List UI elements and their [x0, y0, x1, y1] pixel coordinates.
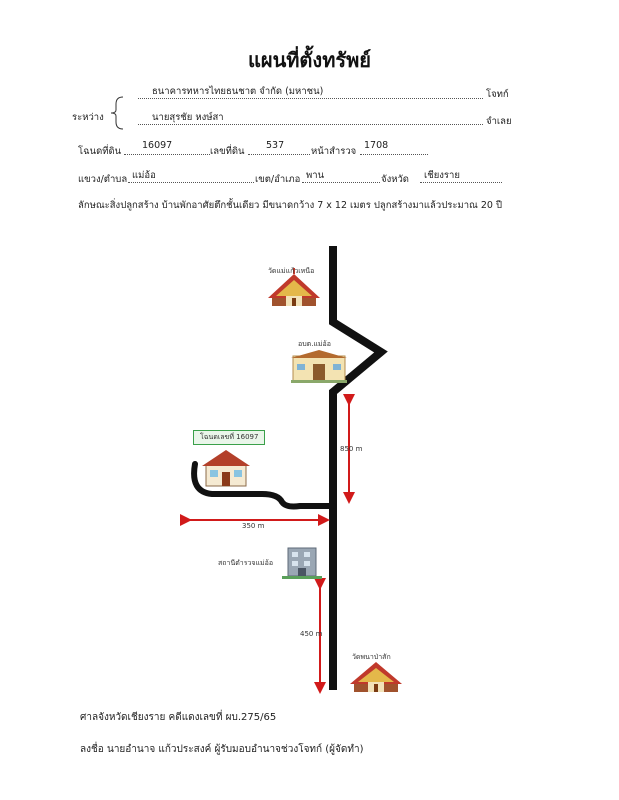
- deed-label: โฉนดที่ดิน: [78, 146, 122, 157]
- temple-bottom-icon: [350, 662, 402, 692]
- survey-label: หน้าสำรวจ: [311, 146, 357, 157]
- parties-label: ระหว่าง: [72, 112, 104, 123]
- signature-line: ลงชื่อ นายอำนาจ แก้วประสงค์ ผู้รับมอบอำนาจช่วงโจทก์ (ผู้จัดทำ): [80, 744, 364, 755]
- police-station-icon: [282, 548, 322, 579]
- temple-bottom-label: วัดพนาป่าสัก: [352, 653, 391, 661]
- distance-850-label: 850 m: [340, 445, 363, 453]
- police-label: สถานีตำรวจแม่อ้อ: [218, 559, 274, 567]
- deed-no: 16097: [142, 140, 173, 151]
- plaintiff-role: โจทก์: [486, 89, 509, 100]
- temple-top-label: วัดแม่แก้วเหนือ: [268, 267, 315, 275]
- survey-no: 1708: [364, 140, 389, 151]
- defendant-role: จำเลย: [486, 116, 512, 127]
- district: พาน: [306, 170, 325, 181]
- main-road: [333, 246, 381, 690]
- province: เชียงราย: [424, 170, 460, 181]
- defendant-name: นายสุรชัย หงษ์สา: [152, 112, 224, 123]
- district-label: เขต/อำเภอ: [255, 174, 301, 185]
- school-icon: [291, 350, 347, 383]
- land-no-label: เลขที่ดิน: [210, 146, 245, 157]
- page-title: แผนที่ตั้งทรัพย์: [247, 48, 372, 72]
- property-house-icon: [202, 450, 250, 486]
- school-label: อบต.แม่อ้อ: [298, 340, 331, 348]
- court-case: ศาลจังหวัดเชียงราย คดีแดงเลขที่ ผบ.275/65: [80, 712, 277, 723]
- province-label: จังหวัด: [381, 174, 409, 185]
- distance-450-label: 450 m: [300, 630, 323, 638]
- plaintiff-name: ธนาคารทหารไทยธนชาต จำกัด (มหาชน): [152, 86, 324, 97]
- subdistrict: แม่อ้อ: [132, 170, 156, 181]
- land-no: 537: [266, 140, 285, 151]
- building-description: ลักษณะสิ่งปลูกสร้าง บ้านพักอาศัยตึกชั้นเดียว มีขนาดกว้าง 7 x 12 เมตร ปลูกสร้างมาแล้วประมาณ 20 ปี: [78, 200, 503, 211]
- deed-box-label: โฉนดเลขที่ 16097: [193, 430, 265, 445]
- distance-350-label: 350 m: [242, 522, 265, 530]
- subdistrict-label: แขวง/ตำบล: [78, 174, 128, 185]
